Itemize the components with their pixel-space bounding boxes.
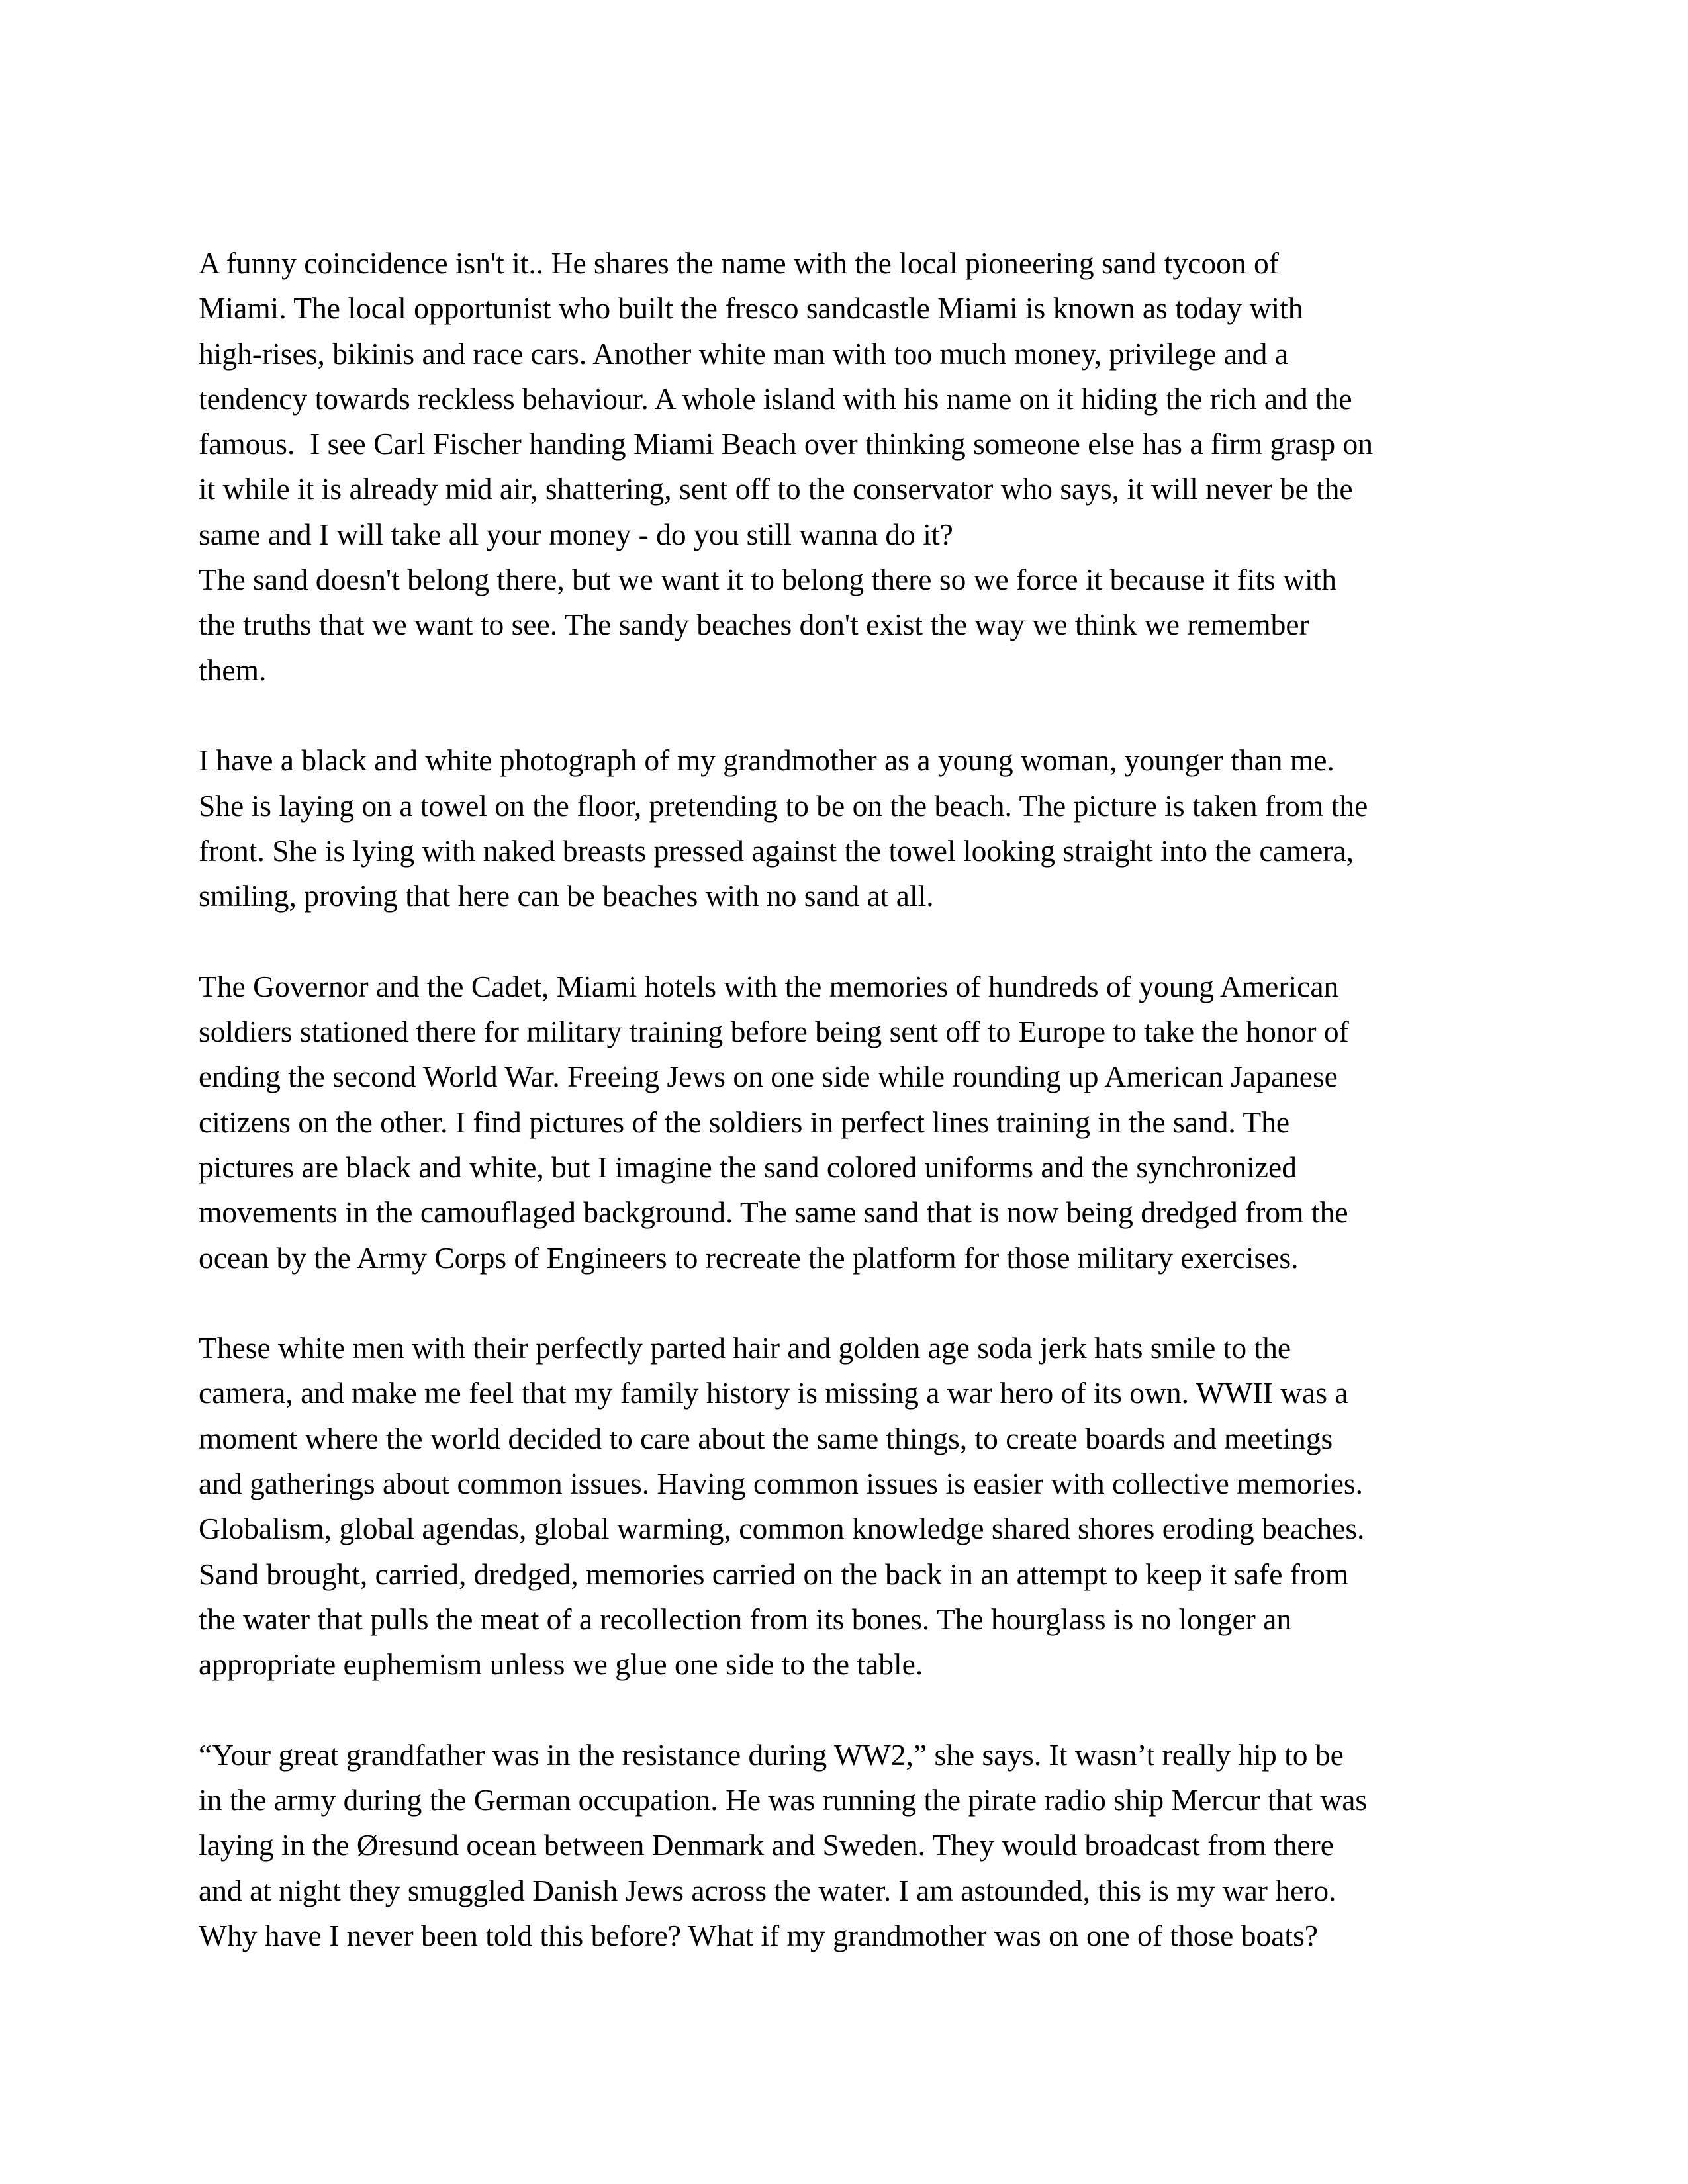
text-line: I have a black and white photograph of my grandmother as a young woman, younger than me. <box>199 743 1335 778</box>
document-body <box>199 241 1496 1958</box>
text-line: same and I will take all your money - do you still wanna do it? <box>199 517 953 551</box>
paragraph-white-men-wwii <box>199 1326 1496 1687</box>
text-line: soldiers stationed there for military training before being sent off to Europe to take the honor of <box>199 1015 1349 1049</box>
text-line: and at night they smuggled Danish Jews across the water. I am astounded, this is my war hero. <box>199 1873 1336 1907</box>
text-line: and gatherings about common issues. Having common issues is easier with collective memories. <box>199 1467 1363 1501</box>
text-line: front. She is lying with naked breasts pressed against the towel looking straight into the camera, <box>199 833 1354 868</box>
text-line: appropriate euphemism unless we glue one side to the table. <box>199 1647 923 1682</box>
text-line: “Your great grandfather was in the resistance during WW2,” she says. It wasn’t really hip to be <box>199 1737 1344 1772</box>
text-line: Sand brought, carried, dredged, memories carried on the back in an attempt to keep it safe from <box>199 1557 1349 1591</box>
text-line: camera, and make me feel that my family history is missing a war hero of its own. WWII was a <box>199 1376 1348 1410</box>
text-line: Why have I never been told this before? What if my grandmother was on one of those boats? <box>199 1918 1318 1952</box>
text-line: movements in the camouflaged background. The same sand that is now being dredged from the <box>199 1195 1348 1230</box>
text-line: them. <box>199 653 267 687</box>
text-line: These white men with their perfectly parted hair and golden age soda jerk hats smile to the <box>199 1331 1291 1365</box>
text-line: the water that pulls the meat of a recollection from its bones. The hourglass is no longer an <box>199 1602 1292 1636</box>
text-line: the truths that we want to see. The sandy beaches don't exist the way we think we remember <box>199 608 1309 642</box>
text-line: smiling, proving that here can be beaches with no sand at all. <box>199 879 934 913</box>
text-line: in the army during the German occupation. He was running the pirate radio ship Mercur that was <box>199 1783 1368 1817</box>
paragraph-great-grandfather-resistance <box>199 1733 1496 1958</box>
text-line: citizens on the other. I find pictures of the soldiers in perfect lines training in the sand. The <box>199 1105 1290 1139</box>
paragraph-fischer-miami <box>199 241 1496 693</box>
paragraph-governor-cadet <box>199 964 1496 1281</box>
text-line: ocean by the Army Corps of Engineers to recreate the platform for those military exercises. <box>199 1240 1299 1275</box>
text-line: The Governor and the Cadet, Miami hotels with the memories of hundreds of young American <box>199 969 1339 1003</box>
text-line: The sand doesn't belong there, but we want it to belong there so we force it because it fits with <box>199 563 1337 597</box>
text-line: high-rises, bikinis and race cars. Another white man with too much money, privilege and a <box>199 336 1288 371</box>
text-line: laying in the Øresund ocean between Denmark and Sweden. They would broadcast from there <box>199 1828 1334 1862</box>
paragraph-grandmother-photograph <box>199 738 1496 919</box>
text-line: famous. I see Carl Fischer handing Miami Beach over thinking someone else has a firm grasp on <box>199 427 1374 461</box>
text-line: pictures are black and white, but I imagine the sand colored uniforms and the synchronized <box>199 1150 1297 1184</box>
text-line: She is laying on a towel on the floor, pretending to be on the beach. The picture is taken from the <box>199 788 1368 823</box>
text-line: A funny coincidence isn't it.. He shares the name with the local pioneering sand tycoon of <box>199 246 1279 280</box>
text-line: Miami. The local opportunist who built the fresco sandcastle Miami is known as today with <box>199 291 1303 326</box>
text-line: it while it is already mid air, shattering, sent off to the conservator who says, it will never be the <box>199 472 1353 506</box>
text-line: tendency towards reckless behaviour. A whole island with his name on it hiding the rich and the <box>199 381 1352 416</box>
text-line: ending the second World War. Freeing Jews on one side while rounding up American Japanese <box>199 1060 1338 1094</box>
text-line: Globalism, global agendas, global warming, common knowledge shared shores eroding beaches. <box>199 1512 1365 1546</box>
text-line: moment where the world decided to care about the same things, to create boards and meetings <box>199 1421 1333 1455</box>
